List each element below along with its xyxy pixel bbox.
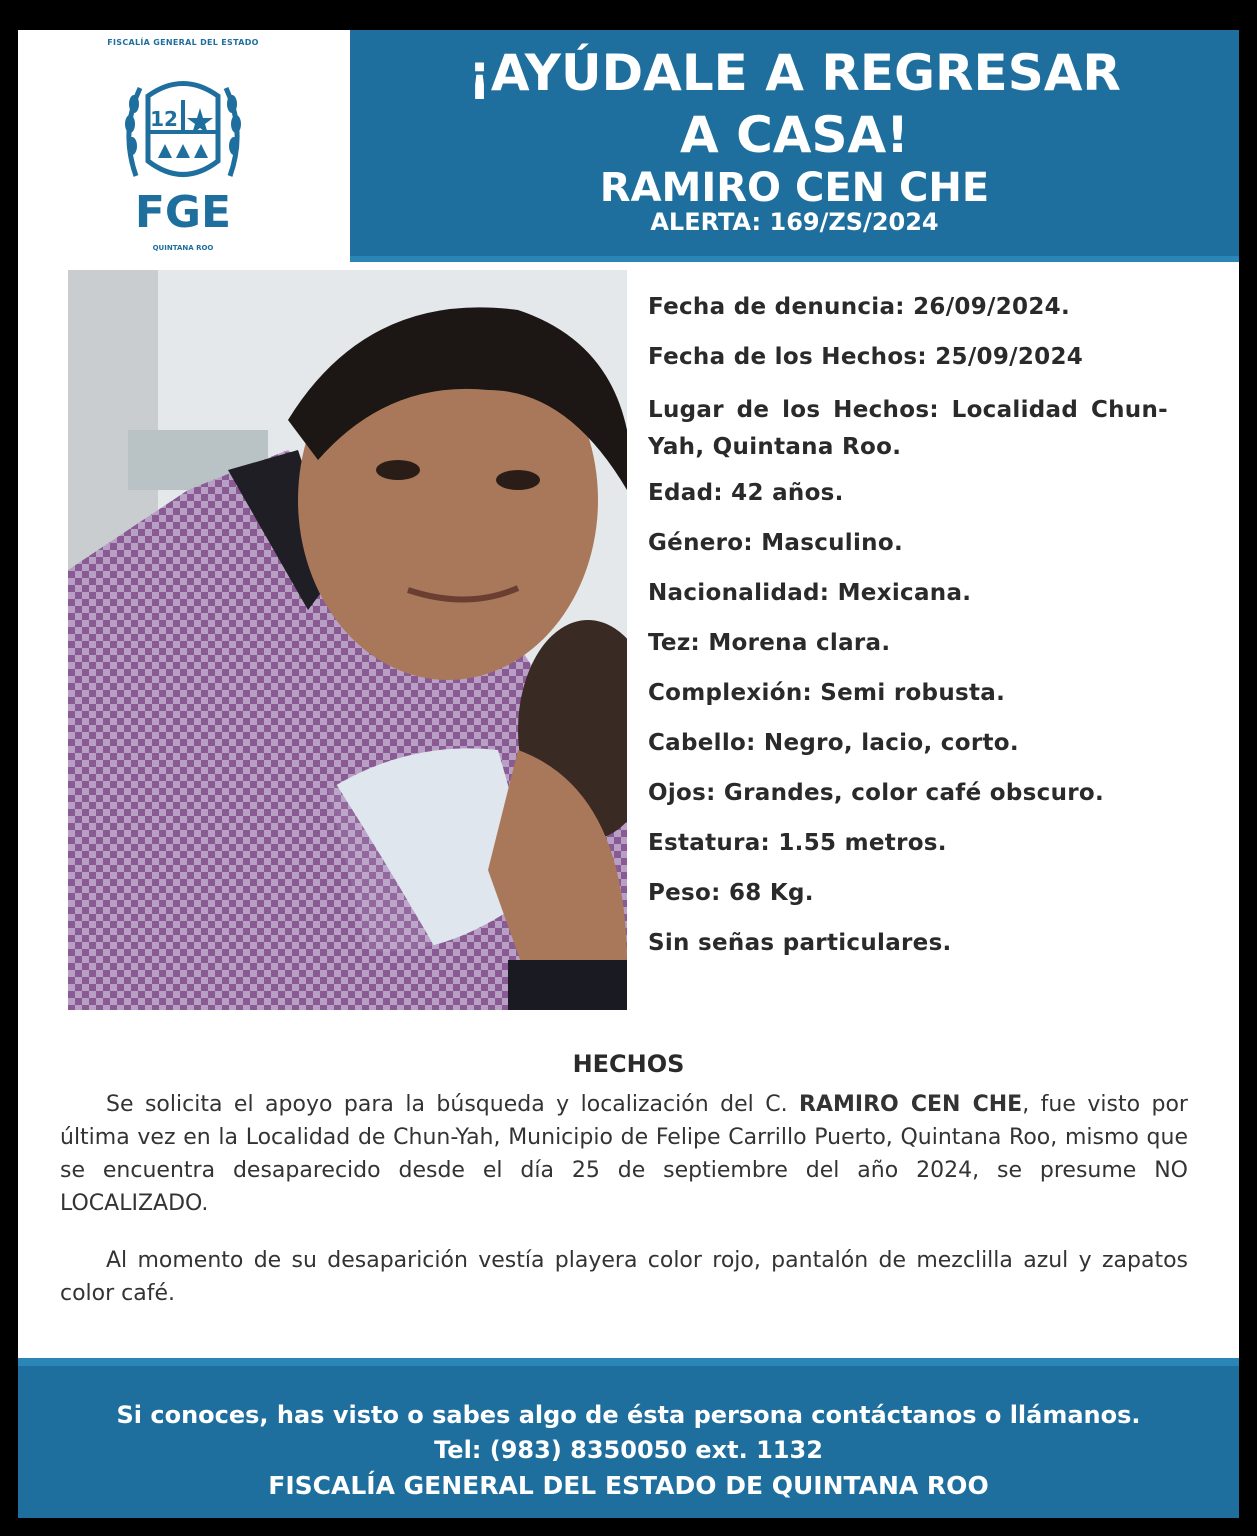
detail-marks: Sin señas particulares. bbox=[648, 930, 952, 956]
logo-acronym: FGE bbox=[134, 187, 232, 238]
person-details bbox=[648, 292, 1168, 978]
person-photo bbox=[68, 270, 627, 1010]
detail-age: Edad: 42 años. bbox=[648, 480, 844, 506]
facts-paragraph-2: Al momento de su desaparición vestía playera color rojo, pantalón de mezclilla azul y zapatos color café. bbox=[60, 1248, 1188, 1306]
headline-line1: ¡AYÚDALE A REGRESAR bbox=[468, 44, 1121, 102]
alert-number: ALERTA: 169/ZS/2024 bbox=[650, 208, 939, 236]
person-name: RAMIRO CEN CHE bbox=[599, 165, 990, 211]
facts-body bbox=[60, 1088, 1188, 1334]
logo-top-text: FISCALÍA GENERAL DEL ESTADO bbox=[107, 38, 259, 47]
contact-phone: Tel: (983) 8350050 ext. 1132 bbox=[434, 1436, 823, 1464]
header-banner bbox=[350, 30, 1239, 262]
person-photo-illustration bbox=[68, 270, 627, 1010]
facts-paragraph-1 bbox=[60, 1088, 1188, 1220]
detail-report-date: Fecha de denuncia: 26/09/2024. bbox=[648, 294, 1070, 320]
contact-agency: FISCALÍA GENERAL DEL ESTADO DE QUINTANA ROO bbox=[268, 1471, 989, 1500]
missing-person-poster bbox=[18, 30, 1239, 1518]
detail-nationality: Nacionalidad: Mexicana. bbox=[648, 580, 972, 606]
facts-heading: HECHOS bbox=[572, 1050, 685, 1078]
detail-hair: Cabello: Negro, lacio, corto. bbox=[648, 730, 1019, 756]
contact-message: Si conoces, has visto o sabes algo de ésta persona contáctanos o llámanos. bbox=[116, 1401, 1141, 1429]
detail-complexion-skin: Tez: Morena clara. bbox=[648, 630, 891, 656]
fge-logo bbox=[98, 38, 268, 258]
detail-weight: Peso: 68 Kg. bbox=[648, 880, 814, 906]
facts-p1-name: RAMIRO CEN CHE bbox=[799, 1092, 1023, 1117]
detail-eyes: Ojos: Grandes, color café obscuro. bbox=[648, 780, 1105, 806]
facts-p1-end: , fue visto por última vez en la Localidad de Chun-Yah, Municipio de Felipe Carrillo Puerto, Quintana Roo, mismo que se encuentra desaparecido desde el día 25 de septiembre del año 2024, se presume NO LOCALIZADO. bbox=[60, 1092, 1188, 1216]
detail-location: Lugar de los Hechos: Localidad Chun-Yah, Quintana Roo. bbox=[648, 397, 1168, 460]
detail-height: Estatura: 1.55 metros. bbox=[648, 830, 947, 856]
detail-event-date: Fecha de los Hechos: 25/09/2024 bbox=[648, 344, 1084, 370]
headline-line2: A CASA! bbox=[679, 106, 909, 164]
detail-gender: Género: Masculino. bbox=[648, 530, 903, 556]
contact-footer bbox=[18, 1358, 1239, 1518]
svg-text:12: 12 bbox=[150, 107, 178, 131]
facts-p1-start: Se solicita el apoyo para la búsqueda y localización del C. bbox=[106, 1092, 800, 1117]
state-seal-icon bbox=[118, 66, 248, 196]
logo-bottom-text: QUINTANA ROO bbox=[152, 244, 214, 252]
detail-build: Complexión: Semi robusta. bbox=[648, 680, 1006, 706]
